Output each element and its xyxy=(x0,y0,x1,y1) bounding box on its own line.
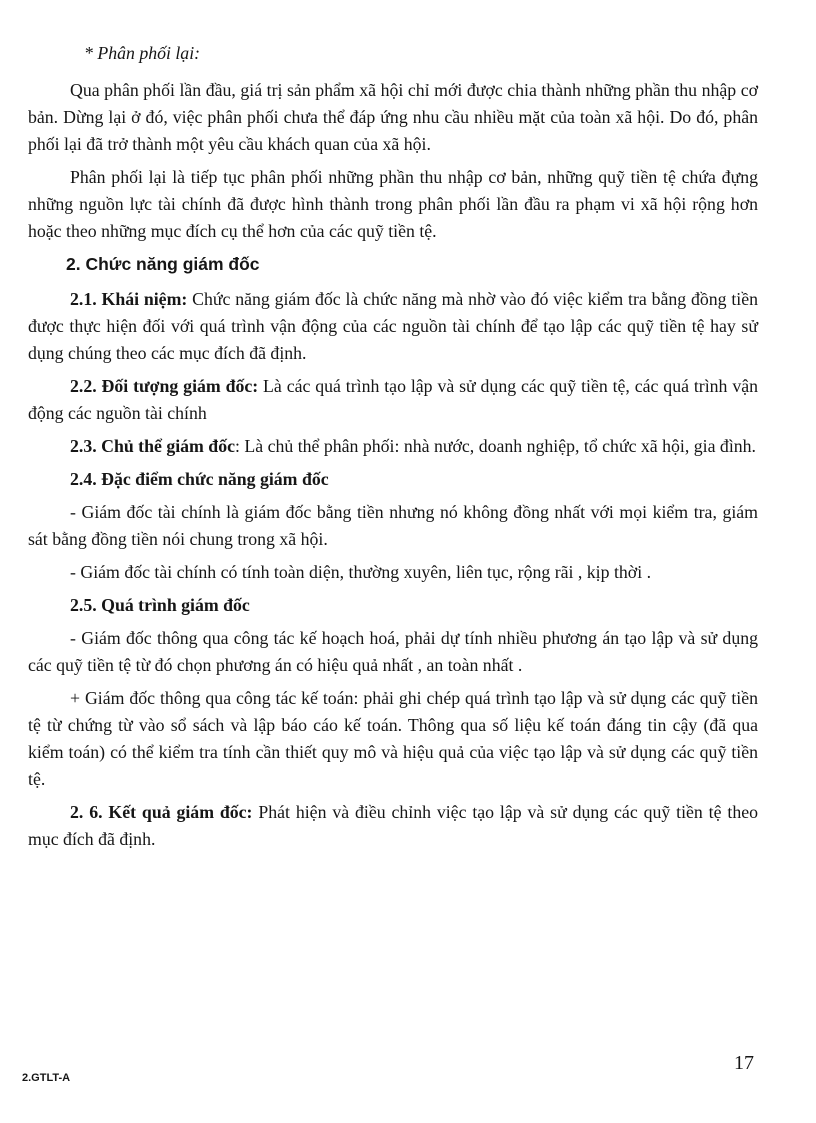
item-2-1-text: Chức năng giám đốc là chức năng mà nhờ vào đó việc kiểm tra bằng đồng tiền được thực hiện đối với quá trình vận động của các nguồn tài chính để tạo lập các quỹ tiền tệ hay sử dụng chúng theo các mục đích đã định. xyxy=(28,289,758,363)
item-2-5-heading: 2.5. Quá trình giám đốc xyxy=(70,595,250,615)
paragraph-1: Qua phân phối lần đầu, giá trị sản phẩm xã hội chỉ mới được chia thành những phần thu nhập cơ bản. Dừng lại ở đó, việc phân phối chưa thể đáp ứng nhu cầu nhiều mặt của toàn xã hội. Do đó, phân phối lại đã trở thành một yêu cầu khách quan của xã hội. xyxy=(28,80,758,154)
item-2-2-text: Là các quá trình tạo lập và sử dụng các quỹ tiền tệ, các quá trình vận động các nguồn tài chính xyxy=(28,376,758,423)
item-2-4-heading: 2.4. Đặc điểm chức năng giám đốc xyxy=(70,469,329,489)
item-2-6-text: Phát hiện và điều chỉnh việc tạo lập và sử dụng các quỹ tiền tệ theo mục đích đã định. xyxy=(28,802,758,849)
item-2-1-label: 2.1. Khái niệm: xyxy=(70,289,188,309)
heading-2: 2. Chức năng giám đốc xyxy=(66,254,260,274)
item-2-1 xyxy=(28,286,758,367)
item-2-5-bullet-2: + Giám đốc thông qua công tác kế toán: phải ghi chép quá trình tạo lập và sử dụng các quỹ tiền tệ từ chứng từ vào sổ sách và lập báo cáo kế toán. Thông qua số liệu kế toán đáng tin cậy (đã qua kiểm toán) có thể kiểm tra tính cần thiết quy mô và hiệu quả của việc tạo lập và sử dụng các quỹ tiền tệ. xyxy=(28,688,758,789)
page-body xyxy=(28,40,758,859)
item-2-2 xyxy=(28,373,758,427)
paragraph-2: Phân phối lại là tiếp tục phân phối những phần thu nhập cơ bản, những quỹ tiền tệ chứa đựng những nguồn lực tài chính đã được hình thành trong phân phối lần đầu ra phạm vi xã hội rộng hơn hoặc theo những mục đích cụ thể hơn của các quỹ tiền tệ. xyxy=(28,167,758,241)
item-2-3-label: 2.3. Chủ thể giám đốc xyxy=(70,436,235,456)
item-2-4-bullet-1: - Giám đốc tài chính là giám đốc bằng tiền nhưng nó không đồng nhất với mọi kiểm tra, giám sát bằng đồng tiền nói chung trong xã hội. xyxy=(28,502,758,549)
page-number: 17 xyxy=(734,1052,754,1074)
item-2-5-bullet-1: - Giám đốc thông qua công tác kế hoạch hoá, phải dự tính nhiều phương án tạo lập và sử dụng các quỹ tiền tệ từ đó chọn phương án có hiệu quả nhất , an toàn nhất . xyxy=(28,628,758,675)
section-label: * Phân phối lại: xyxy=(84,43,201,63)
footer-code: 2.GTLT-A xyxy=(22,1072,71,1084)
item-2-6-label: 2. 6. Kết quả giám đốc: xyxy=(70,802,253,822)
item-2-3-text: : Là chủ thể phân phối: nhà nước, doanh nghiệp, tổ chức xã hội, gia đình. xyxy=(234,436,756,456)
item-2-4-bullet-2: - Giám đốc tài chính có tính toàn diện, thường xuyên, liên tục, rộng rãi , kịp thời . xyxy=(70,562,652,582)
item-2-3 xyxy=(28,433,758,460)
item-2-6 xyxy=(28,799,758,853)
item-2-2-label: 2.2. Đối tượng giám đốc: xyxy=(70,376,259,396)
